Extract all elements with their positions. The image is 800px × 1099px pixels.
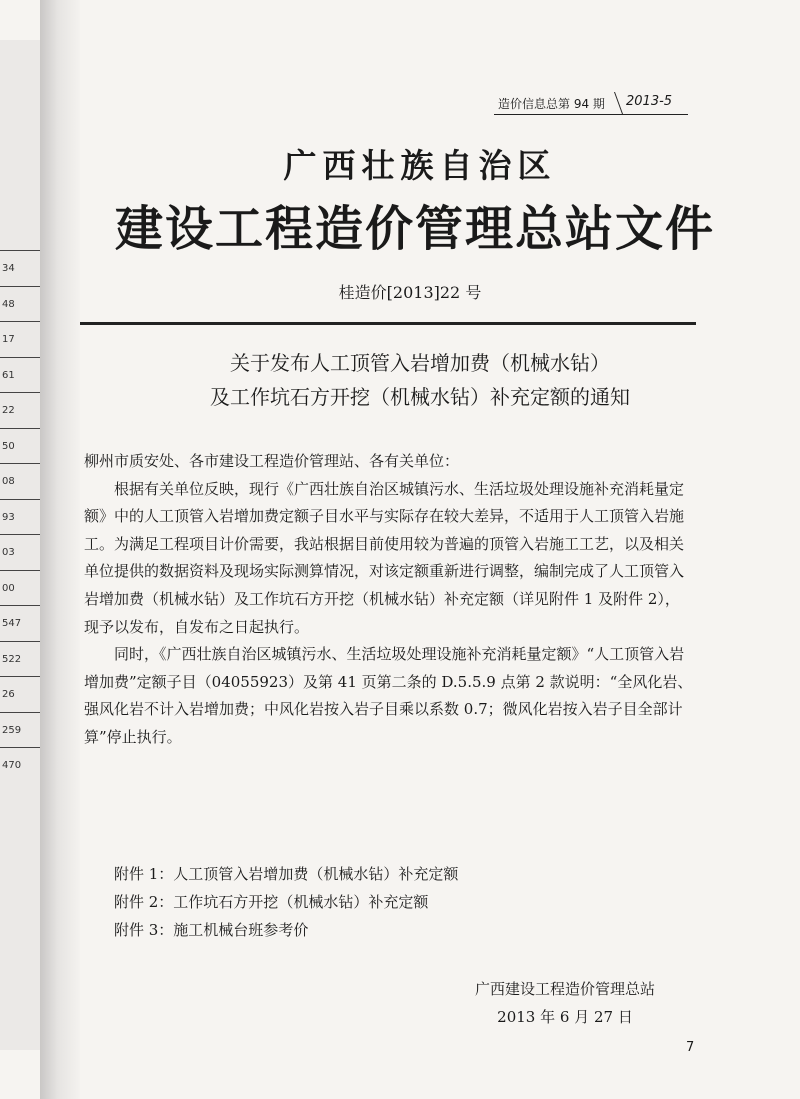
adjacent-page-cell: 522 [0, 641, 46, 677]
header-divider [614, 92, 623, 114]
attachment-item: 附件 2：工作坑石方开挖（机械水钻）补充定额 [114, 893, 429, 911]
signature-org: 广西建设工程造价管理总站 [474, 980, 655, 998]
header-rule [80, 322, 696, 325]
body-paragraph: 根据有关单位反映，现行《广西壮族自治区城镇污水、生活垃圾处理设施补充消耗量定额》中的人工顶管入岩增加费定额子目水平与实际存在较大差异，不适用于人工顶管入岩施工。为满足工程项目计价需要，我站根据目前使用较为普遍的顶管入岩施工工艺，以及相关单位提供的数据资料及现场实际测算情况，对该定额重新进行调整，编制完成了人工顶管入岩增加费（机械水钻）及工作坑石方开挖（机械水钻）补充定额（详见附件 1 及附件 2），现予以发布，自发布之日起执行。 [84, 479, 685, 636]
page-number: 7 [686, 1040, 695, 1055]
adjacent-page-cell: 470 [0, 747, 46, 783]
attachment-item: 附件 1：人工顶管入岩增加费（机械水钻）补充定额 [114, 865, 459, 883]
signature-block [420, 975, 710, 1031]
adjacent-page-cell: 17 [0, 321, 46, 357]
adjacent-page-cell: 50 [0, 428, 46, 464]
addressee: 柳州市质安处、各市建设工程造价管理站、各有关单位： [84, 452, 460, 470]
adjacent-page-cell: 08 [0, 463, 46, 499]
notice-title-line: 及工作坑石方开挖（机械水钻）补充定额的通知 [210, 385, 630, 409]
issue-date: 2013-5 [626, 94, 673, 109]
adjacent-page-cell: 34 [0, 250, 46, 286]
document-title: 建设工程造价管理总站文件 [114, 201, 715, 257]
issuer-region: 广西壮族自治区 [283, 146, 557, 185]
adjacent-page-cell: 48 [0, 286, 46, 322]
signature-date: 2013 年 6 月 27 日 [497, 1008, 633, 1026]
notice-title [0, 346, 800, 414]
issue-label: 造价信息总第 94 期 [498, 97, 605, 111]
adjacent-page-cell: 259 [0, 712, 46, 748]
adjacent-page-cell: 547 [0, 605, 46, 641]
adjacent-page-cell: 22 [0, 392, 46, 428]
adjacent-page-cell: 61 [0, 357, 46, 393]
adjacent-page-cell: 03 [0, 534, 46, 570]
attachment-item: 附件 3：施工机械台班参考价 [114, 921, 309, 939]
document-number: 桂造价[2013]22 号 [338, 283, 482, 302]
attachment-list [114, 860, 674, 944]
adjacent-page-cell: 00 [0, 570, 46, 606]
notice-body [84, 448, 694, 752]
issue-header [494, 92, 688, 115]
body-paragraph: 同时，《广西壮族自治区城镇污水、生活垃圾处理设施补充消耗量定额》“人工顶管入岩增加费”定额子目（04055923）及第 41 页第二条的 D.5.5.9 点第 2 款说明：“全风化岩、强风化岩不计入岩增加费；中风化岩按入岩子目乘以系数 0.7；微风化岩按入岩子目全部计算”停止执行。 [84, 645, 693, 746]
notice-title-line: 关于发布人工顶管入岩增加费（机械水钻） [230, 351, 610, 375]
adjacent-page-cell: 26 [0, 676, 46, 712]
adjacent-page-cell: 93 [0, 499, 46, 535]
